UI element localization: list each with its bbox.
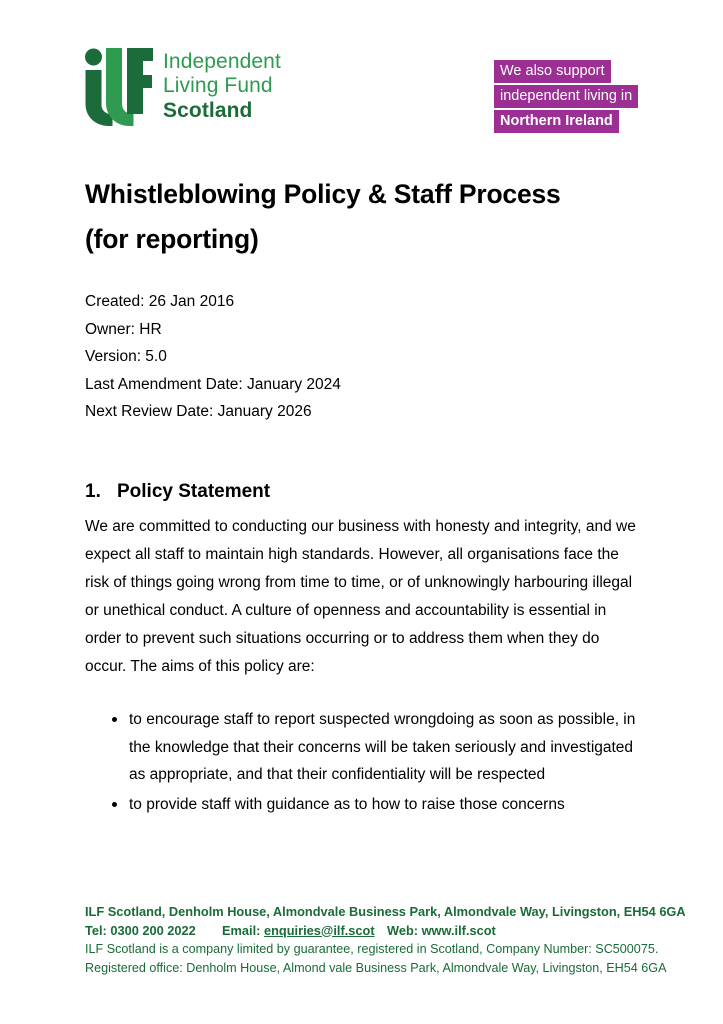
section-paragraph: We are committed to conducting our business with honesty and integrity, and we expect all staff to maintain high standards. However, all organisations face the risk of things going wrong from time to time, or of unknowingly harbouring illegal or unethical conduct. A culture of openness and accountability is essential in order to prevent such situations occurring or to address them when they do occur. The aims of this policy are: xyxy=(85,518,636,675)
meta-last-amendment-date: Last Amendment Date: January 2024 xyxy=(85,375,341,393)
logo-line-independent: Independent xyxy=(163,50,281,73)
section-heading-text: Policy Statement xyxy=(117,481,271,502)
ilf-logo xyxy=(85,48,281,126)
page-footer xyxy=(85,903,686,977)
footer-email-label: Email: xyxy=(222,922,261,938)
ilf-logo-mark-icon xyxy=(85,48,153,126)
bullet-dot-icon xyxy=(112,717,117,722)
list-item-text: to provide staff with guidance as to how to raise those concerns xyxy=(129,795,565,813)
meta-owner: Owner: HR xyxy=(85,320,162,338)
ni-badge-line-2: independent living in xyxy=(494,85,638,108)
list-item-text: to encourage staff to report suspected wrongdoing as soon as possible, in the knowledge that their concerns will be taken seriously and investigated as appropriate, and that their confidentiality will be respected xyxy=(129,711,636,783)
footer-telephone: Tel: 0300 200 2022 xyxy=(85,922,196,938)
list-item xyxy=(85,706,641,789)
footer-address: ILF Scotland, Denholm House, Almondvale Business Park, Almondvale Way, Livingston, EH54 6GA xyxy=(85,904,686,919)
northern-ireland-badge xyxy=(494,60,638,135)
list-item xyxy=(85,791,641,819)
ni-badge-line-1: We also support xyxy=(494,60,611,83)
section-heading xyxy=(85,481,641,503)
ni-badge-line-3: Northern Ireland xyxy=(494,110,619,133)
page-title xyxy=(85,172,645,262)
footer-email xyxy=(222,922,387,941)
page-header xyxy=(0,0,723,150)
section-policy-statement xyxy=(85,481,641,818)
policy-aims-list xyxy=(85,706,641,818)
document-metadata xyxy=(85,288,605,426)
footer-registered-office: Registered office: Denholm House, Almond vale Business Park, Almondvale Way, Livingston, EH54 6GA xyxy=(85,960,667,975)
footer-website: Web: www.ilf.scot xyxy=(387,922,496,938)
footer-contact-row xyxy=(85,922,645,941)
footer-email-link[interactable]: enquiries@ilf.scot xyxy=(263,922,375,938)
page-title-line-1: Whistleblowing Policy & Staff Process xyxy=(85,179,561,209)
meta-version: Version: 5.0 xyxy=(85,348,167,365)
logo-line-scotland: Scotland xyxy=(163,98,253,122)
footer-company-info: ILF Scotland is a company limited by guarantee, registered in Scotland, Company Number: SC500075. xyxy=(85,942,659,956)
ilf-logo-wordmark xyxy=(163,48,281,123)
meta-next-review-date: Next Review Date: January 2026 xyxy=(85,403,312,420)
logo-line-living-fund: Living Fund xyxy=(163,74,273,98)
meta-created: Created: 26 Jan 2016 xyxy=(85,293,235,310)
page-title-line-2: (for reporting) xyxy=(85,224,259,254)
bullet-dot-icon xyxy=(112,802,117,807)
section-number: 1. xyxy=(85,481,101,502)
